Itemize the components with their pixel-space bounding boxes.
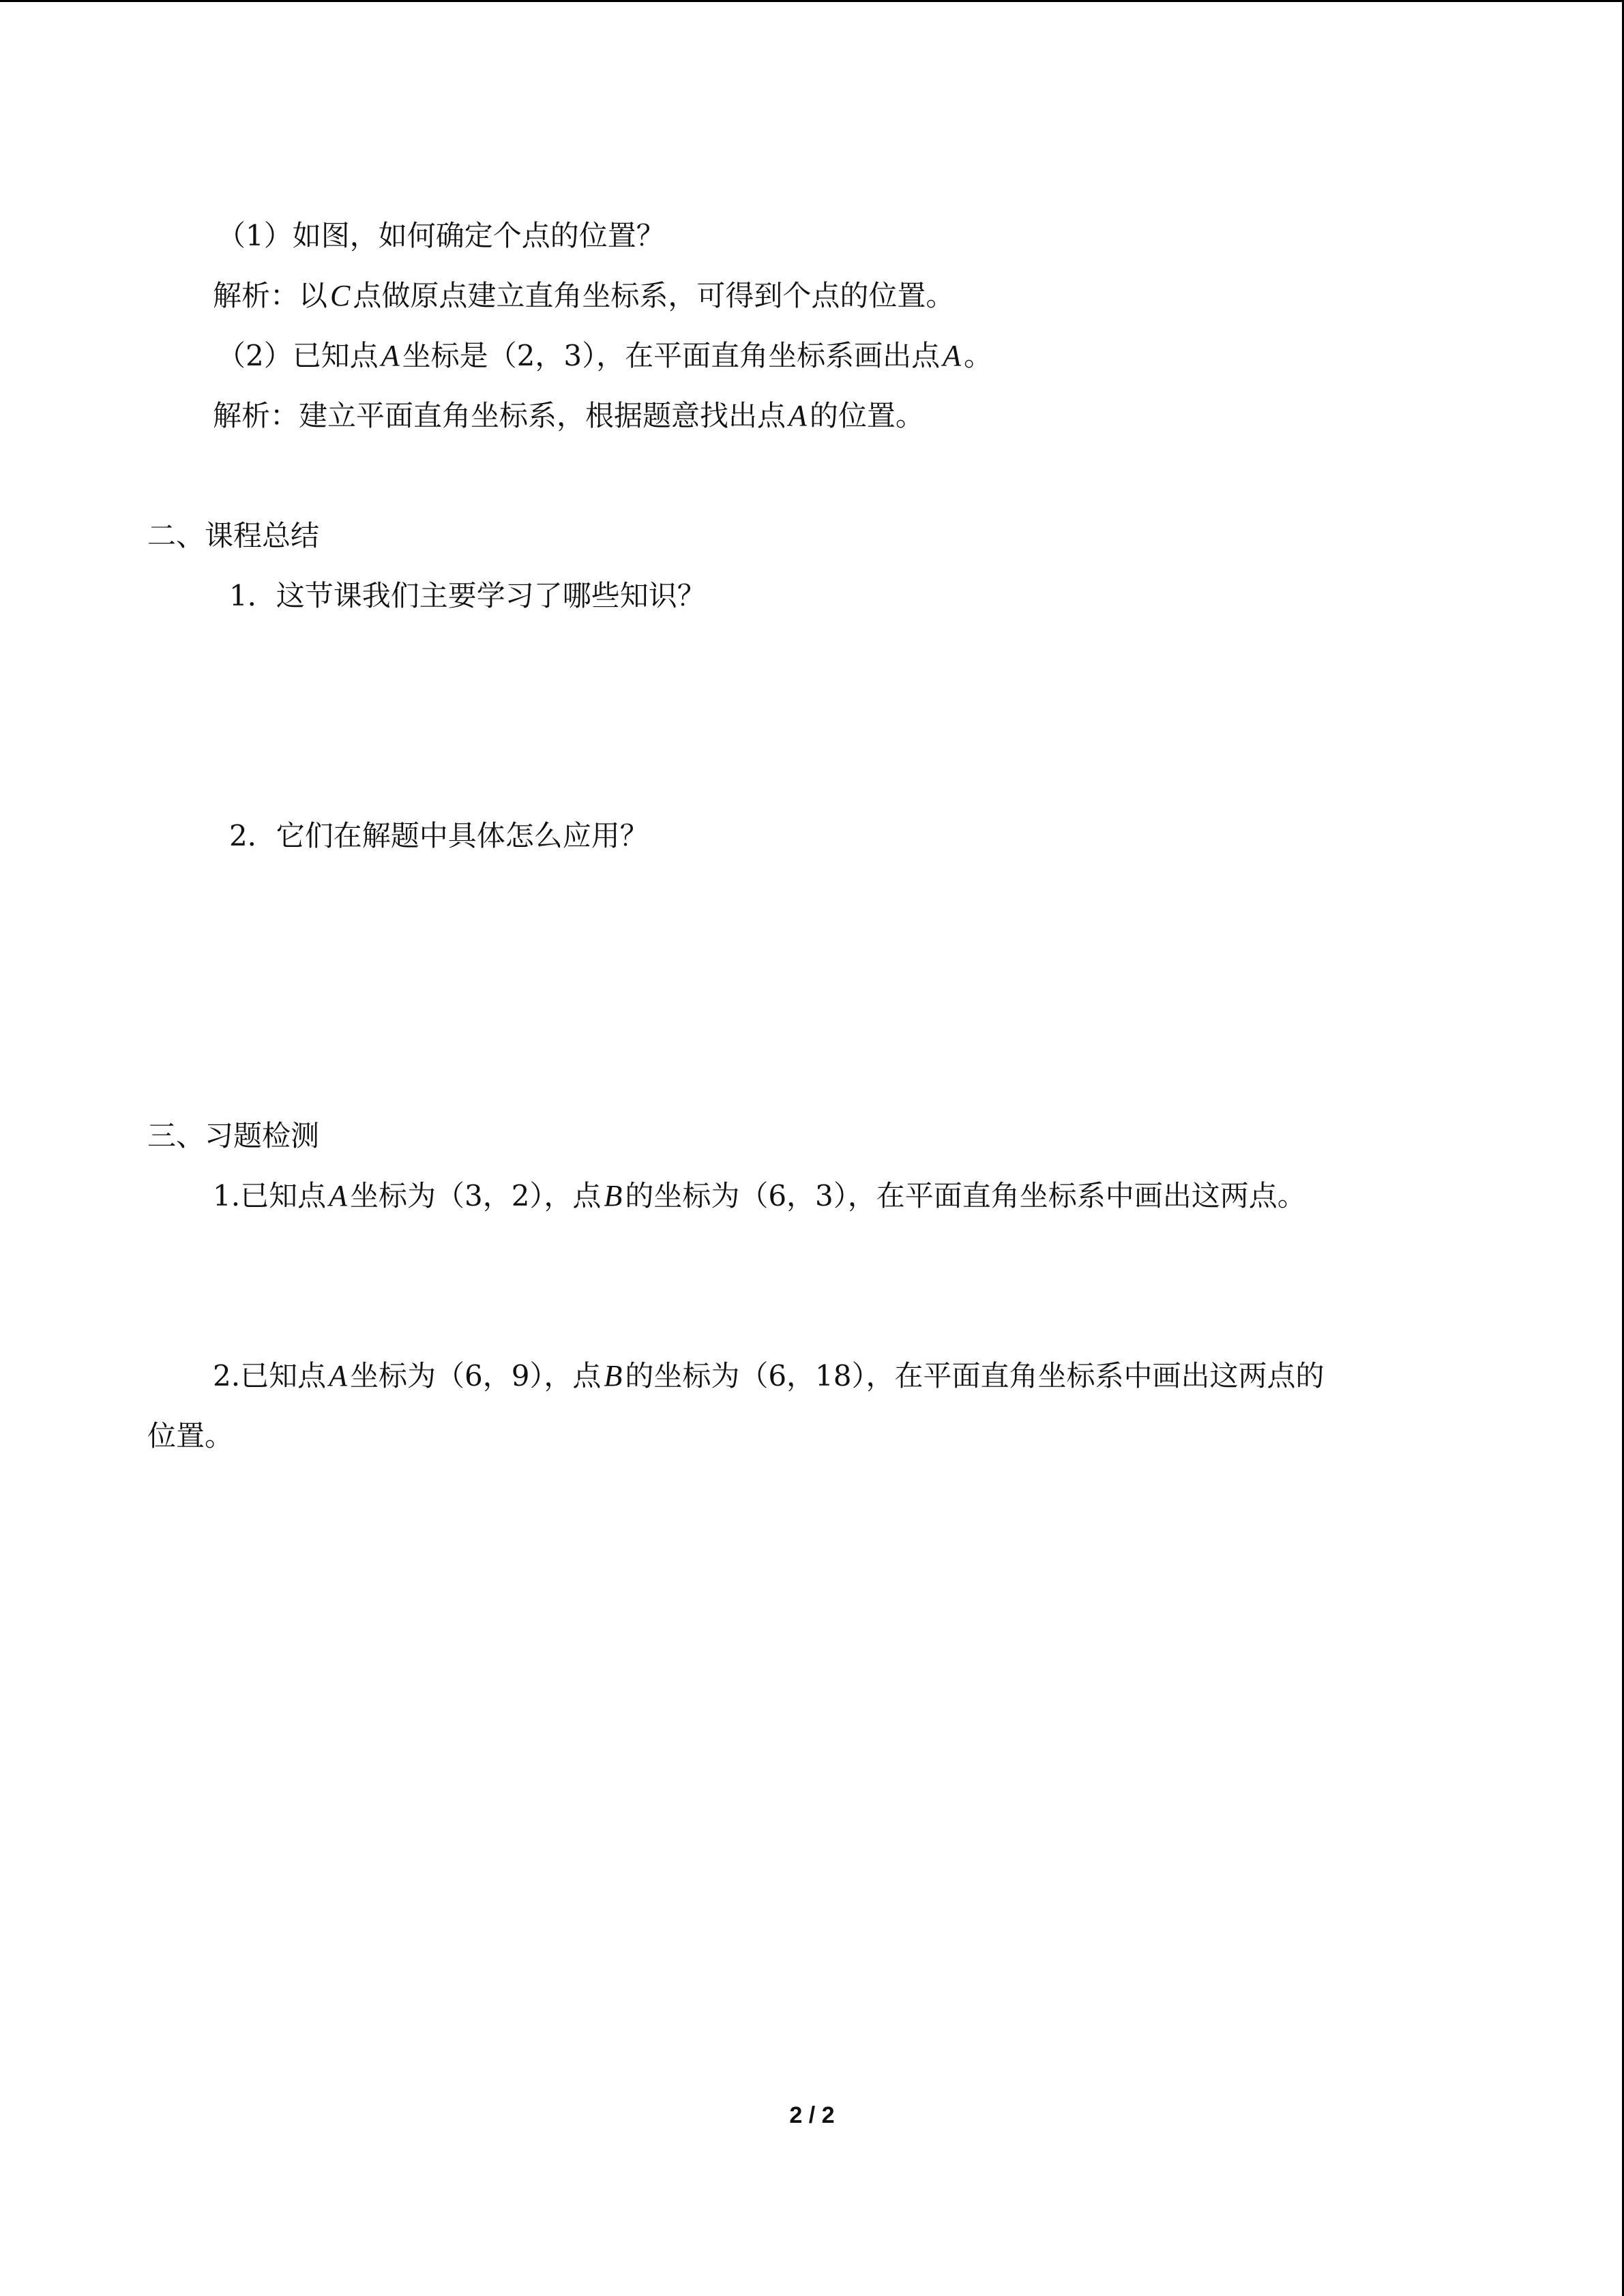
exercise-2 [213,1357,1324,1395]
variable-a: A [381,339,400,372]
variable-a: A [329,1179,347,1212]
variable-b: B [604,1359,623,1392]
question-2-suffix: 。 [963,339,992,372]
summary-item-2-text: 2．它们在解题中具体怎么应用？ [229,819,649,852]
summary-item-2 [229,817,649,855]
exercise-1 [213,1177,1306,1215]
exercise-2-continuation [147,1417,233,1455]
page-number-text: 2 / 2 [789,2102,835,2128]
summary-item-1-text: 1．这节课我们主要学习了哪些知识？ [229,579,706,612]
variable-c: C [330,279,351,312]
answer-1 [213,277,954,315]
exercise-2-prefix: 2.已知点 [213,1359,327,1392]
answer-2-prefix: 解析：建立平面直角坐标系，根据题意找出点 [213,399,786,432]
page-number [0,2100,1624,2130]
section-3-heading-text: 三、习题检测 [147,1119,320,1152]
answer-2 [213,397,924,435]
exercise-1-middle-1: 坐标为（3，2），点 [349,1179,602,1212]
exercise-1-middle-2: 的坐标为（6，3），在平面直角坐标系中画出这两点。 [625,1179,1306,1212]
answer-2-suffix: 的位置。 [809,399,924,432]
page-top-border [0,0,1624,2]
exercise-1-prefix: 1.已知点 [213,1179,327,1212]
question-2-prefix: （2）已知点 [217,339,379,372]
question-1 [217,217,665,255]
section-heading-exercises [147,1117,319,1155]
variable-a: A [329,1359,347,1392]
exercise-2-middle-1: 坐标为（6，9），点 [349,1359,602,1392]
question-2-middle: 坐标是（2，3），在平面直角坐标系画出点 [402,339,941,372]
variable-a: A [943,339,961,372]
answer-1-prefix: 解析：以 [213,279,328,312]
summary-item-1 [229,577,706,615]
variable-a: A [788,399,807,432]
section-heading-summary [147,517,319,555]
question-2 [217,337,992,375]
section-2-heading-text: 二、课程总结 [147,519,320,552]
variable-b: B [604,1179,623,1212]
exercise-2-line-2: 位置。 [147,1419,234,1452]
exercise-2-middle-2: 的坐标为（6，18），在平面直角坐标系中画出这两点的 [625,1359,1325,1392]
question-1-text: （1）如图，如何确定个点的位置？ [217,219,665,252]
answer-1-suffix: 点做原点建立直角坐标系，可得到个点的位置。 [353,279,955,312]
